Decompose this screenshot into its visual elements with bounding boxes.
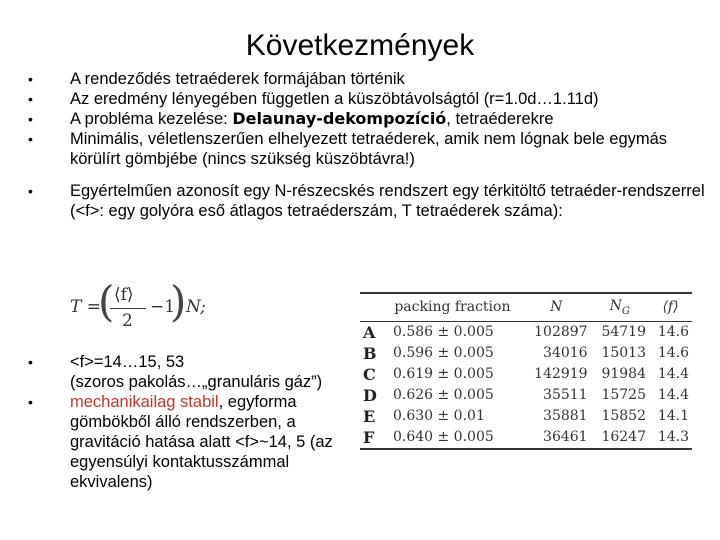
packing-fraction-cell: 0.630 ± 0.01	[392, 408, 485, 425]
f-cell: 14.3	[657, 429, 689, 446]
bullet-dot-icon: •	[28, 131, 33, 147]
f-cell: 14.1	[657, 408, 689, 425]
ng-cell: 15852	[601, 408, 646, 425]
ng-cell: 15013	[601, 345, 646, 362]
table-row	[360, 385, 692, 406]
bullet-item	[28, 392, 358, 492]
row-label: D	[363, 385, 377, 405]
bullet-dot-icon: •	[28, 183, 33, 199]
bullet-text: Egyértelműen azonosít egy N-részecskés rendszert egy térkitöltő tetraéder-rendszerrel (<f>: egy golyóra eső átlagos tetraéderszám, T tetraéderek száma):	[70, 182, 705, 220]
packing-table	[360, 292, 692, 450]
ng-cell: 15725	[601, 387, 646, 404]
formula-denominator: 2	[122, 311, 133, 331]
bullet-text: A rendeződés tetraéderek formájában történik	[70, 70, 405, 88]
bullet-dot-icon: •	[28, 71, 33, 87]
bullet-item	[28, 129, 708, 169]
formula-left-paren: (	[98, 277, 115, 326]
table-header-n: N	[550, 299, 563, 316]
bullet-item	[28, 181, 708, 221]
ng-cell: 54719	[601, 324, 646, 341]
tetrahedron-formula	[70, 277, 270, 335]
bullet-item	[28, 69, 708, 89]
row-label: B	[363, 343, 377, 363]
formula-minus-one: −1	[150, 297, 176, 317]
table-header-f: ⟨f⟩	[662, 299, 679, 316]
table-body	[360, 321, 692, 449]
table-row	[360, 343, 692, 364]
n-cell: 34016	[543, 345, 588, 362]
table-header-label	[360, 293, 383, 321]
formula-right-paren: )	[170, 277, 187, 326]
bullet-highlight-text: mechanikailag stabil	[70, 393, 219, 411]
bullet-dot-icon: •	[28, 111, 33, 127]
bullet-text-pre: A probléma kezelése:	[70, 110, 233, 128]
bullet-item	[28, 109, 708, 129]
n-cell: 35881	[543, 408, 588, 425]
bullet-item	[28, 352, 358, 392]
bullet-bold-term: Delaunay-dekompozíció	[232, 109, 447, 128]
table-row	[360, 364, 692, 385]
table-header-ng: $N_G$	[609, 298, 630, 317]
table-row	[360, 427, 692, 449]
ng-cell: 16247	[601, 429, 646, 446]
table-header-packing-fraction: packing fraction	[394, 299, 511, 316]
n-cell: 142919	[534, 366, 588, 383]
bullet-text: <f>=14…15, 53	[70, 353, 185, 371]
packing-fraction-cell: 0.586 ± 0.005	[392, 324, 494, 341]
bullet-text: Minimális, véletlenszerűen elhelyezett tetraéderek, amik nem lógnak bele egymás körülírt gömbjébe (nincs szükség küszöbtávra!)	[70, 130, 668, 168]
bullet-text-post: , tetraéderekre	[446, 110, 554, 128]
table-header-ng-sub: G	[621, 305, 630, 317]
packing-fraction-cell: 0.596 ± 0.005	[392, 345, 494, 362]
formula-rhs: N;	[186, 297, 206, 317]
table-row	[360, 321, 692, 343]
formula-lhs: T =	[70, 297, 101, 317]
bullet-dot-icon: •	[28, 354, 33, 370]
bullet-dot-icon: •	[28, 394, 33, 410]
packing-fraction-cell: 0.626 ± 0.005	[392, 387, 494, 404]
f-cell: 14.6	[657, 324, 689, 341]
packing-fraction-cell: 0.640 ± 0.005	[392, 429, 494, 446]
slide-title: Következmények	[245, 29, 475, 62]
formula-fraction-bar	[110, 308, 146, 309]
f-cell: 14.4	[657, 387, 689, 404]
ng-cell: 91984	[601, 366, 646, 383]
bullet-item	[28, 89, 708, 109]
bullet-text: Az eredmény lényegében független a küszöbtávolságtól (r=1.0d…1.11d)	[70, 90, 599, 108]
f-cell: 14.4	[657, 366, 689, 383]
n-cell: 35511	[543, 387, 588, 404]
formula-numerator: ⟨f⟩	[114, 285, 134, 305]
bullet-dot-icon: •	[28, 91, 33, 107]
table-row	[360, 406, 692, 427]
packing-fraction-cell: 0.619 ± 0.005	[392, 366, 494, 383]
bullet-text-post: , egyforma gömbökből álló rendszerben, a gravitáció hatása alatt <f>~14, 5 (az egyensúlyi kontaktusszámmal ekvivalens)	[70, 393, 333, 491]
row-label: F	[363, 427, 375, 447]
bullet-list-top	[28, 69, 708, 221]
bullet-text-line2: (szoros pakolás…„granuláris gáz”)	[70, 373, 323, 391]
row-label: A	[363, 322, 376, 342]
bullet-list-bottom	[28, 352, 358, 492]
f-cell: 14.6	[657, 345, 689, 362]
n-cell: 36461	[543, 429, 588, 446]
table-header-row	[360, 293, 692, 321]
row-label: C	[363, 364, 376, 384]
n-cell: 102897	[534, 324, 588, 341]
row-label: E	[363, 406, 376, 426]
